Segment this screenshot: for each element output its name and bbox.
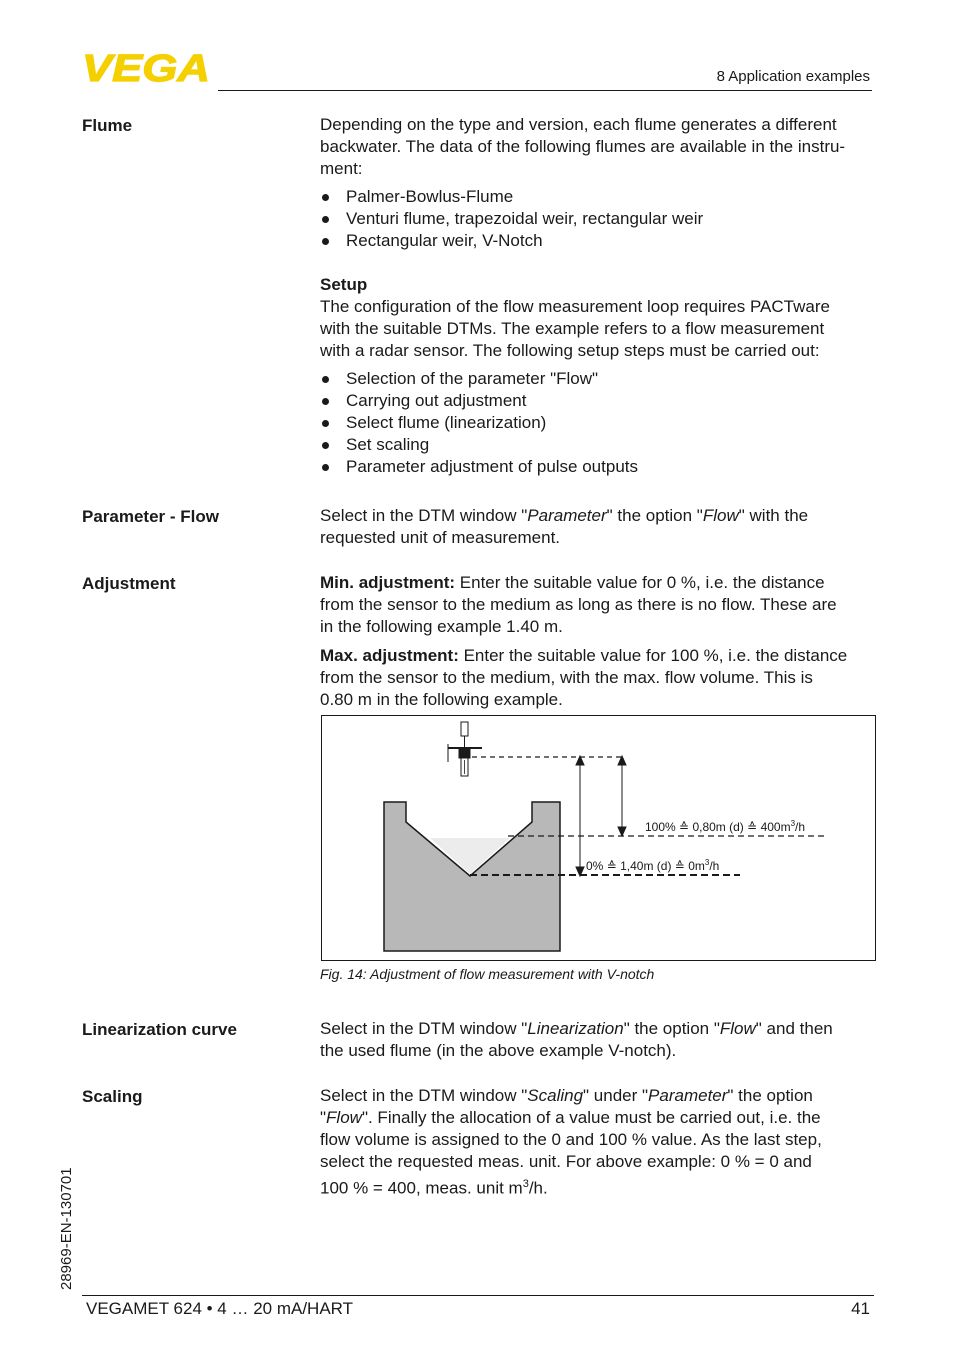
max-label: 100% ≙ 0,80m (d) ≙ $400m^3/h$ bbox=[645, 819, 806, 834]
list-item: Parameter adjustment of pulse outputs bbox=[320, 456, 880, 478]
list-item: Selection of the parameter "Flow" bbox=[320, 368, 880, 390]
v-notch-diagram bbox=[322, 716, 875, 960]
list-item: Carrying out adjustment bbox=[320, 390, 880, 412]
setup-steps-list bbox=[320, 368, 880, 478]
page-number: 41 bbox=[851, 1299, 870, 1318]
figure-caption: Fig. 14: Adjustment of flow measurement with V-notch bbox=[320, 966, 655, 982]
min-label: 0% ≙ 1,40m (d) ≙ $0m^3/h$ bbox=[586, 858, 720, 873]
header-rule bbox=[218, 90, 872, 91]
scaling-text: Select in the DTM window "Scaling" under "Parameter" the option "Flow". Finally the allocation of a value must be carried out, i.e. the flow volume is assigned to the 0 and 100 % value. As the last step, select the requested meas. unit. For above example: 0 % = 0 and 100 % = 400, meas. unit $m^3/h$. bbox=[320, 1086, 822, 1198]
distance-arrow-min bbox=[576, 756, 584, 876]
document-code: 28969-EN-130701 bbox=[58, 1167, 75, 1290]
flume-intro: Depending on the type and version, each flume generates a different backwater. The data of the following flumes are available in the instru- ment: bbox=[320, 115, 846, 178]
scaling-label: Scaling bbox=[82, 1087, 143, 1106]
list-item: Palmer-Bowlus-Flume bbox=[320, 186, 880, 208]
chapter-title: 8 Application examples bbox=[716, 68, 870, 85]
tank-body bbox=[384, 802, 560, 951]
list-item: Venturi flume, trapezoidal weir, rectangular weir bbox=[320, 208, 880, 230]
list-item: Select flume (linearization) bbox=[320, 412, 880, 434]
setup-title: Setup bbox=[320, 275, 368, 294]
flume-label: Flume bbox=[82, 116, 133, 135]
setup-text: The configuration of the flow measurement loop requires PACTware with the suitable DTMs. The example refers to a flow measurement with a radar sensor. The following setup steps must be carried out: bbox=[320, 297, 830, 360]
parameter-flow-text: Select in the DTM window "Parameter" the option "Flow" with the requested unit of measurement. bbox=[320, 506, 809, 547]
logo-text: VEGA bbox=[82, 50, 210, 84]
vega-logo bbox=[82, 50, 212, 84]
max-adjustment: Max. adjustment: Enter the suitable value for 100 %, i.e. the distance from the sensor to the medium, with the max. flow volume. This is 0.80 m in the following example. bbox=[320, 646, 848, 709]
figure-v-notch bbox=[321, 715, 876, 961]
parameter-flow-label: Parameter - Flow bbox=[82, 507, 219, 526]
min-adjustment: Min. adjustment: Enter the suitable value for 0 %, i.e. the distance from the sensor to the medium as long as there is no flow. These are in the following example 1.40 m. bbox=[320, 573, 837, 636]
distance-arrow-max bbox=[618, 756, 626, 836]
footer-rule bbox=[82, 1295, 874, 1296]
adjustment-label: Adjustment bbox=[82, 574, 176, 593]
flume-list bbox=[320, 186, 880, 252]
radar-sensor-icon bbox=[448, 722, 482, 776]
flume-section bbox=[320, 114, 880, 478]
list-item: Rectangular weir, V-Notch bbox=[320, 230, 880, 252]
adjustment-text bbox=[320, 572, 880, 711]
linearization-text: Select in the DTM window "Linearization" the option "Flow" and then the used flume (in the above example V-notch). bbox=[320, 1019, 833, 1060]
list-item: Set scaling bbox=[320, 434, 880, 456]
footer-product: VEGAMET 624 • 4 … 20 mA/HART bbox=[86, 1299, 354, 1318]
linearization-label: Linearization curve bbox=[82, 1020, 237, 1039]
